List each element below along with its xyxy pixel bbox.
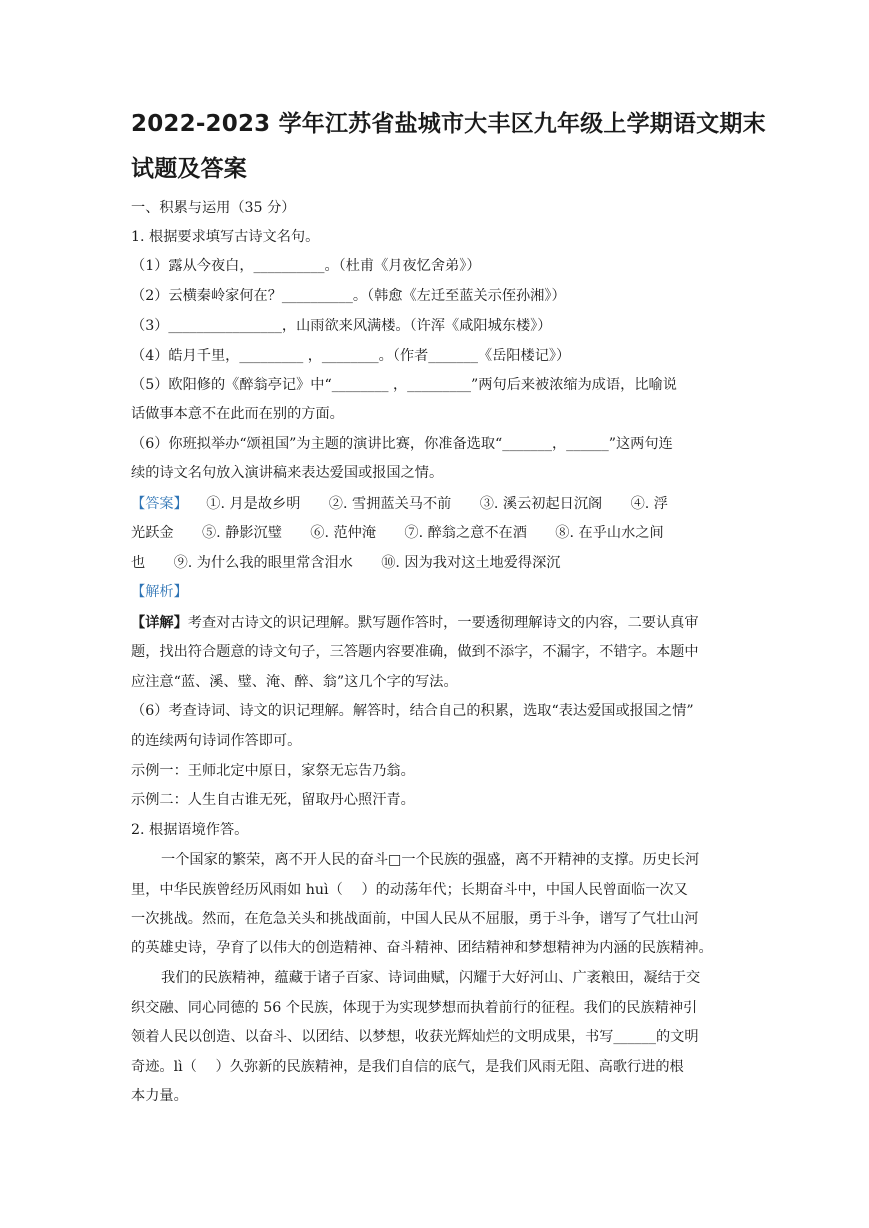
passage-line: 一次挑战。然而，在危急关头和挑战面前，中国人民从不屈服，勇于斗争，谱写了气壮山河	[131, 911, 699, 927]
answer-text: ①. 月是故乡明 ②. 雪拥蓝关马不前 ③. 溪云初起日沉阁 ④. 浮	[206, 496, 668, 512]
passage-line: 一个国家的繁荣，离不开人民的奋斗□一个民族的强盛，离不开精神的支撑。历史长河	[161, 852, 700, 868]
example-text: 示例二：人生自古谁无死，留取丹心照汗青。	[131, 792, 415, 808]
detail-text: 的连续两句诗词作答即可。	[131, 733, 302, 749]
question-1-item: （1）露从今夜白，__________。（杜甫《月夜忆舍弟》）	[131, 258, 481, 274]
passage-line: 我们的民族精神，蕴藏于诸子百家、诗词曲赋，闪耀于大好河山、广袤粮田，凝结于交	[161, 970, 701, 986]
document-title-line-2: 试题及答案	[131, 156, 247, 182]
detail-text: 题，找出符合题意的诗文句子，三答题内容要准确，做到不添字，不漏字，不错字。本题中	[131, 644, 699, 660]
passage-line: 本力量。	[131, 1088, 188, 1104]
passage-line: 里，中华民族曾经历风雨如 huì（ ）的动荡年代；长期奋斗中，中国人民曾面临一次又	[131, 882, 688, 898]
passage-line: 织交融、同心同德的 56 个民族，体现于为实现梦想而执着前行的征程。我们的民族精神引	[131, 1000, 698, 1016]
passage-line: 领着人民以创造、以奋斗、以团结、以梦想，收获光辉灿烂的文明成果，书写______的文明	[131, 1029, 699, 1045]
question-1-item: 续的诗文名句放入演讲稿来表达爱国或报国之情。	[131, 465, 444, 481]
detail-label: 【详解】	[131, 615, 188, 631]
question-1-item: （3）________________，山雨欲来风满楼。（许浑《咸阳城东楼》）	[131, 318, 552, 334]
question-1-item: 话做事本意不在此而在别的方面。	[131, 406, 344, 422]
question-1-item: （2）云横秦岭家何在？__________。（韩愈《左迁至蓝关示侄孙湘》）	[131, 288, 566, 304]
passage-line: 的英雄史诗，孕育了以伟大的创造精神、奋斗精神、团结精神和梦想精神为内涵的民族精神。	[131, 940, 713, 956]
question-2-prompt: 2. 根据语境作答。	[131, 822, 249, 838]
detail-text: 考查对古诗文的识记理解。默写题作答时，一要透彻理解诗文的内容，二要认真审	[187, 615, 699, 631]
answer-text: 也 ⑨. 为什么我的眼里常含泪水 ⑩. 因为我对这土地爱得深沉	[131, 555, 561, 571]
example-text: 示例一：王师北定中原日，家祭无忘告乃翁。	[131, 763, 415, 779]
question-1-prompt: 1. 根据要求填写古诗文名句。	[131, 229, 320, 245]
question-1-item: （5）欧阳修的《醉翁亭记》中“________ ，_________”两句后来被浓缩为成语，比喻说	[131, 377, 677, 393]
passage-line: 奇迹。lì（ ）久弥新的民族精神，是我们自信的底气，是我们风雨无阻、高歌行进的根	[131, 1059, 684, 1075]
detail-text: 应注意“蓝、溪、璧、淹、醉、翁”这几个字的写法。	[131, 674, 458, 690]
question-1-item: （6）你班拟举办“颂祖国”为主题的演讲比赛，你准备选取“_______，______”这两句连	[131, 436, 673, 452]
answer-text: 光跃金 ⑤. 静影沉璧 ⑥. 范仲淹 ⑦. 醉翁之意不在酒 ⑧. 在乎山水之间	[131, 525, 664, 541]
analysis-label: 【解析】	[131, 584, 188, 600]
document-title-line-1: 2022-2023 学年江苏省盐城市大丰区九年级上学期语文期末	[131, 111, 766, 137]
answer-line	[131, 494, 741, 514]
answer-label: 【答案】	[131, 496, 188, 512]
detail-line	[131, 613, 741, 633]
question-1-item: （4）皓月千里，_________ ，________。（作者_______《岳阳楼记》）	[131, 348, 571, 364]
detail-text: （6）考查诗词、诗文的识记理解。解答时，结合自己的积累，选取“表达爱国或报国之情”	[131, 703, 694, 719]
section-heading: 一、积累与运用（35 分）	[131, 200, 296, 216]
